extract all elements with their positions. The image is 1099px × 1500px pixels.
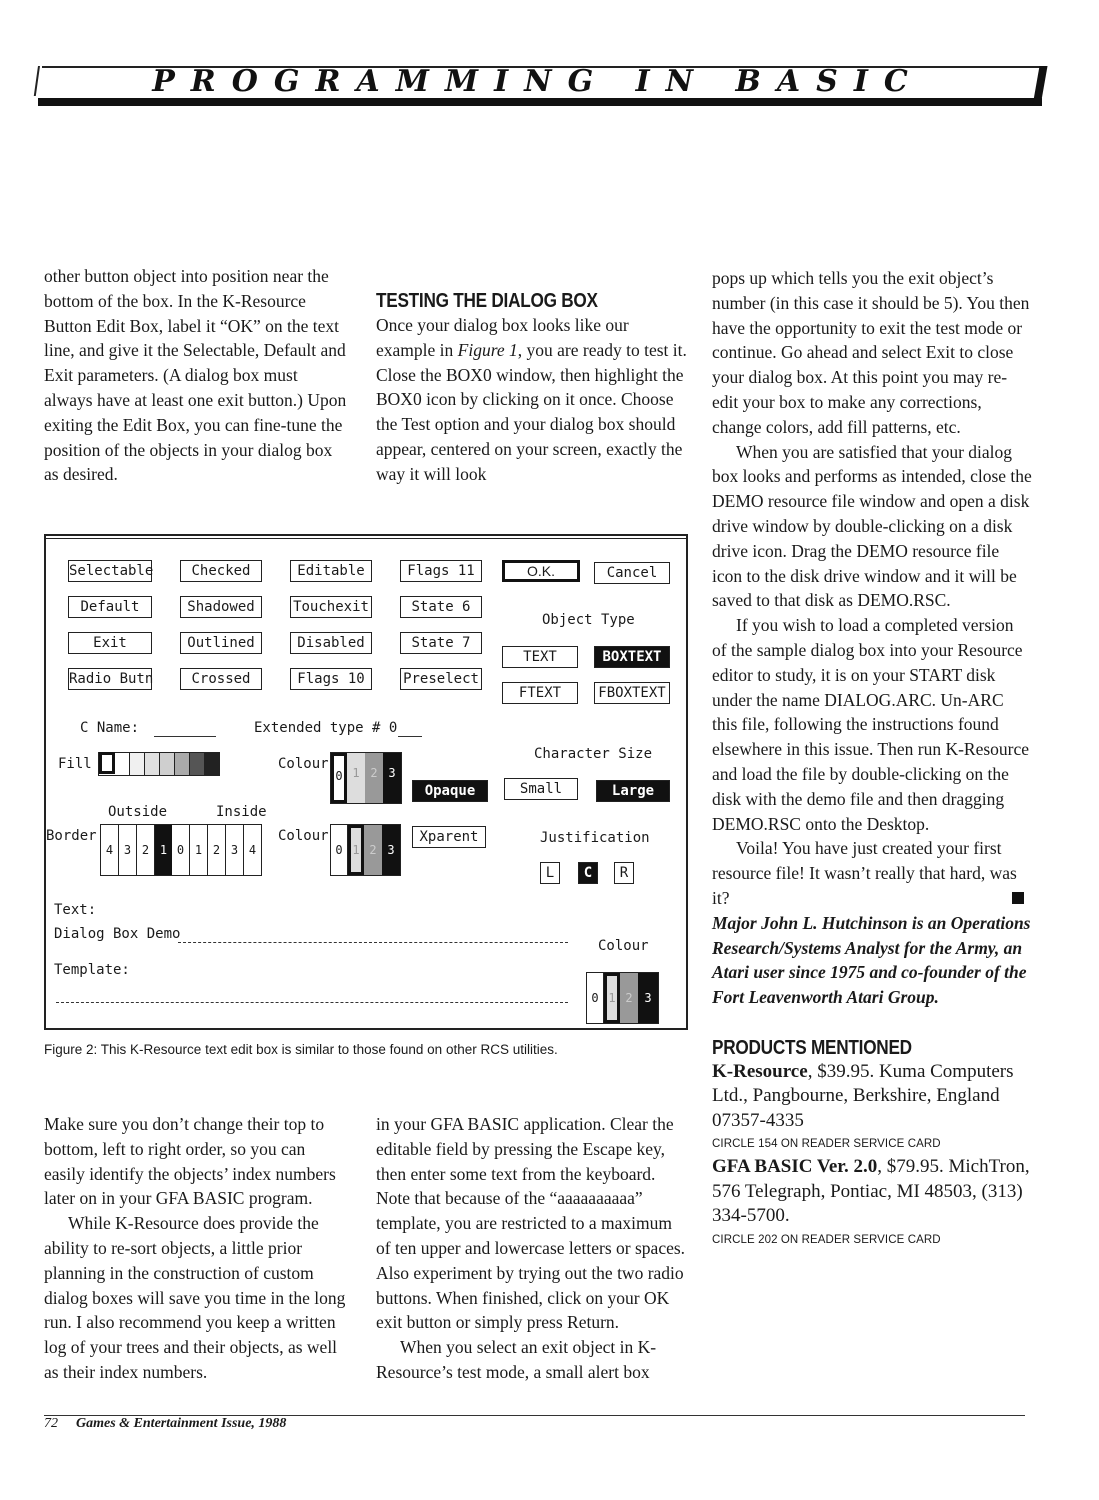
justify-center-button[interactable]: C [578, 862, 598, 884]
object-type-label: Object Type [542, 612, 635, 628]
paragraph: Make sure you don’t change their top to bottom, left to right order, so you can easily identify the objects’ index numbers later on in your GFA BASIC program. [44, 1114, 336, 1209]
product-entry [712, 1155, 1032, 1229]
ftext-type-button[interactable]: FTEXT [502, 682, 578, 704]
inside-label: Inside [216, 804, 267, 820]
colour-selector-border[interactable] [330, 824, 401, 876]
product-details: , $39.95. Kuma Computers Ltd., Pangbourne, Berkshire, England 07357-4335 [712, 1060, 1014, 1131]
shadowed-button[interactable]: Shadowed [180, 596, 262, 618]
border-cell[interactable]: 3 [119, 825, 137, 875]
state-6-button[interactable]: State 6 [400, 596, 482, 618]
justify-right-button[interactable]: R [614, 862, 634, 884]
c-name-field[interactable] [154, 736, 216, 737]
text-run: Voila! You have just created your first resource file! It wasn’t really that hard, was it? [712, 838, 1017, 908]
extended-type-label: Extended type # 0 [254, 720, 398, 736]
header-rule-band [38, 98, 1042, 106]
product-entry [712, 1060, 1032, 1134]
end-mark-icon [1012, 892, 1024, 904]
boxtext-type-button[interactable]: BOXTEXT [594, 646, 670, 668]
large-button[interactable]: Large [596, 780, 670, 802]
border-thickness-selector[interactable] [100, 824, 262, 876]
text-field-value[interactable]: Dialog Box Demo [54, 926, 181, 942]
text-field-underline [178, 942, 568, 943]
border-cell[interactable]: 4 [248, 843, 257, 857]
text-run: Once your dialog box looks like our example in [376, 315, 629, 360]
product-details: , $79.95. MichTron, 576 Telegraph, Pontiac, MI 48503, (313) 334-5700. [712, 1156, 1030, 1227]
column-a-bottom [44, 1112, 350, 1385]
justification-label: Justification [540, 830, 650, 846]
issue-name: Games & Entertainment Issue, 1988 [76, 1416, 287, 1431]
colour-swatch[interactable]: 0 [331, 825, 348, 875]
text-label: Text: [54, 902, 97, 918]
column-b-bottom [376, 1112, 688, 1385]
text-type-button[interactable]: TEXT [502, 646, 578, 668]
border-cell[interactable]: 2 [137, 825, 155, 875]
paragraph: When you are satisfied that your dialog box looks and performs as intended, close the DEMO resource file window and open a disk drive window by double-clicking on a disk drive icon. Drag the DEMO resource file icon to the disk drive window and it will be saved to that disk as DEMO.RSC. [712, 441, 1032, 611]
figure-frame-rule [44, 538, 688, 539]
border-label: Border [46, 828, 97, 844]
outside-label: Outside [108, 804, 168, 820]
justify-left-button[interactable]: L [540, 862, 560, 884]
product-name: GFA BASIC Ver. 2.0 [712, 1156, 878, 1178]
colour-swatch[interactable]: 2 [620, 973, 638, 1023]
paragraph: When you select an exit object in K-Resource’s test mode, a small alert box [376, 1337, 657, 1382]
figure-reference: Figure 1 [457, 339, 518, 360]
template-label: Template: [54, 962, 130, 978]
paragraph [376, 313, 688, 487]
colour-label: Colour [598, 938, 649, 954]
page-footer [44, 1416, 286, 1432]
fboxtext-type-button[interactable]: FBOXTEXT [594, 682, 670, 704]
column-c [712, 266, 1032, 1251]
paragraph: pops up which tells you the exit object’s number (in this case it should be 5). You then have the opportunity to exit the test mode or continue. Go ahead and select Exit to close your dialog box. At this point you may re-edit your box to make any corrections, change colors, add fill patterns, etc. [712, 268, 1030, 437]
cancel-button[interactable]: Cancel [594, 562, 670, 584]
editable-button[interactable]: Editable [290, 560, 372, 582]
paragraph: in your GFA BASIC application. Clear the editable field by pressing the Escape key, then enter some text from the keyboard. Note that because of the “aaaaaaaaaa” template, you are restricted to a maximum of ten upper and lowercase letters or spaces. Also experiment by trying out the two radio buttons. When finished, click on your OK exit button or simply press Return. [376, 1114, 686, 1333]
paragraph: other button object into position near the bottom of the box. In the K-Resource Button Edit Box, label it “OK” on the text line, and give it the Selectable, Default and Exit parameters. (A dialog box must always have at least one exit button.) Upon exiting the Edit Box, you can fine-tune the position of the objects in your dialog box as desired. [44, 266, 347, 485]
section-header-banner [38, 62, 1048, 108]
checked-button[interactable]: Checked [180, 560, 262, 582]
colour-swatch[interactable]: 0 [331, 753, 347, 803]
border-cell[interactable]: 0 [172, 825, 190, 875]
disabled-button[interactable]: Disabled [290, 632, 372, 654]
page-number: 72 [44, 1416, 58, 1431]
preselect-button[interactable]: Preselect [400, 668, 482, 690]
border-cell[interactable]: 2 [208, 825, 226, 875]
author-bio: Major John L. Hutchinson is an Operations Research/Systems Analyst for the Army, an Atari user since 1975 and co-founder of the Fort Leavenworth Atari Group. [712, 912, 1031, 1008]
border-cell[interactable]: 1 [190, 825, 208, 875]
colour-label: Colour [278, 756, 329, 772]
column-a-top [44, 264, 350, 487]
selectable-button[interactable]: Selectable [68, 560, 152, 582]
text-run: , you are ready to test it. Close the BOX0 window, then highlight the BOX0 icon by clicking on it once. Choose the Test option and your dialog box should appear, centered on your screen, exactly the way it will look [376, 339, 687, 484]
colour-swatch[interactable]: 3 [638, 973, 658, 1023]
xparent-button[interactable]: Xparent [412, 826, 486, 848]
colour-selector-fill[interactable] [330, 752, 402, 804]
figure-edit-box [44, 534, 688, 1030]
colour-swatch[interactable]: 1 [604, 973, 620, 1023]
radio-butn-button[interactable]: Radio Butn [68, 668, 152, 690]
flags-10-button[interactable]: Flags 10 [290, 668, 372, 690]
border-cell[interactable]: 4 [101, 825, 119, 875]
touchexit-button[interactable]: Touchexit [290, 596, 372, 618]
crossed-button[interactable]: Crossed [180, 668, 262, 690]
c-name-label: C Name: [80, 720, 140, 736]
colour-swatch[interactable]: 2 [365, 753, 383, 803]
section-title: PROGRAMMING IN BASIC [152, 64, 924, 99]
colour-swatch[interactable]: 0 [587, 973, 604, 1023]
ok-button[interactable]: O.K. [502, 560, 580, 582]
outlined-button[interactable]: Outlined [180, 632, 262, 654]
paragraph [712, 836, 1032, 910]
opaque-button[interactable]: Opaque [412, 780, 488, 802]
colour-swatch[interactable]: 2 [364, 825, 382, 875]
flags-11-button[interactable]: Flags 11 [400, 560, 482, 582]
small-button[interactable]: Small [504, 778, 578, 800]
colour-swatch[interactable]: 3 [382, 825, 400, 875]
colour-label: Colour [278, 828, 329, 844]
colour-swatch[interactable]: 1 [347, 753, 365, 803]
reader-service-note: CIRCLE 202 ON READER SERVICE CARD [712, 1233, 941, 1246]
border-cell[interactable]: 3 [226, 825, 244, 875]
paragraph: While K-Resource does provide the ability to re-sort objects, a little prior planning in the construction of custom dialog boxes will save you time in the long run. I also recommend you keep a written log of your trees and their objects, as well as their index numbers. [44, 1213, 346, 1382]
border-cell[interactable]: 1 [155, 825, 172, 875]
template-field[interactable] [56, 1002, 568, 1003]
column-b-top [376, 289, 688, 487]
paragraph: If you wish to load a completed version of the sample dialog box into your Resource editor to study, it is on your START disk under the name DIALOG.ARC. Un-ARC this file, following the instructions found elsewhere in this issue. Then run K-Resource and load the file by double-clicking on the disk with the demo file and then dragging DEMO.RSC onto the Desktop. [712, 615, 1030, 834]
default-button[interactable]: Default [68, 596, 152, 618]
extended-type-field[interactable] [398, 736, 422, 737]
character-size-label: Character Size [534, 746, 653, 762]
colour-selector-text[interactable] [586, 972, 659, 1024]
product-name: K-Resource [712, 1060, 808, 1082]
subheading-testing: TESTING THE DIALOG BOX [376, 290, 598, 312]
reader-service-note: CIRCLE 154 ON READER SERVICE CARD [712, 1138, 941, 1151]
fill-label: Fill [58, 756, 92, 772]
colour-swatch[interactable]: 3 [383, 753, 401, 803]
colour-swatch[interactable]: 1 [348, 825, 364, 875]
figure-caption: Figure 2: This K-Resource text edit box is similar to those found on other RCS utilities. [44, 1042, 558, 1057]
fill-pattern-selector[interactable] [98, 752, 220, 776]
subheading-products: PRODUCTS MENTIONED [712, 1036, 912, 1059]
state-7-button[interactable]: State 7 [400, 632, 482, 654]
exit-button[interactable]: Exit [68, 632, 152, 654]
